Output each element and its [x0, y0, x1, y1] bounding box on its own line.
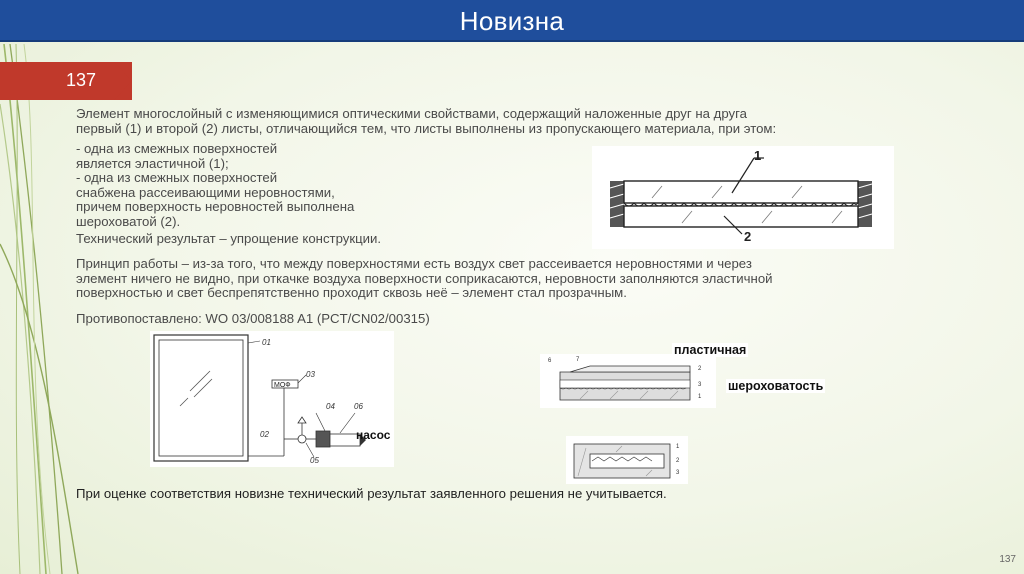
- principle-line: элемент ничего не видно, при откачке воздуха поверхности соприкасаются, неровности заполняются эластичной: [76, 270, 773, 286]
- feature-line: - одна из смежных поверхностей: [76, 141, 278, 156]
- principle-line: Принцип работы – из-за того, что между поверхностями есть воздух свет рассеивается неровностями и через: [76, 256, 752, 271]
- fig2-label: 01: [262, 338, 271, 347]
- decorative-strokes: [0, 44, 80, 574]
- slide-header: [0, 0, 1024, 42]
- feature-line: снабжена рассеивающими неровностями,: [76, 184, 335, 200]
- figure-cross-section-1: [540, 354, 716, 408]
- opposed-text: Противопоставлено: WO 03/008188 A1 (PCT/CN02/00315): [76, 311, 430, 326]
- fig3-label: 1: [698, 394, 702, 400]
- fig2-label: 02: [260, 430, 269, 439]
- feature-line: - одна из смежных поверхностей: [76, 170, 278, 186]
- fig3-label: 2: [698, 366, 702, 372]
- fig4-label: 2: [676, 458, 680, 464]
- slide-number-tag: [0, 62, 132, 100]
- label-plastic: пластичная: [674, 343, 747, 357]
- fig3-label: 6: [548, 358, 552, 364]
- feature-list: [76, 142, 456, 230]
- conclusion-text: При оценке соответствия новизне технический результат заявленного решения не учитывается.: [76, 486, 667, 501]
- feature-line: является эластичной (1);: [76, 155, 229, 171]
- claim-line: первый (1) и второй (2) листы, отличающийся тем, что листы выполнены из пропускающего материала, при этом:: [76, 120, 777, 136]
- fig2-valve-text: МОФ: [274, 382, 291, 389]
- fig1-label-2: 2: [744, 229, 752, 244]
- figure-cross-section-2: [566, 436, 688, 484]
- fig2-label: 05: [310, 456, 319, 465]
- fig1-label-1: 1: [754, 148, 762, 163]
- fig3-label: 3: [698, 382, 702, 388]
- fig4-label: 3: [676, 470, 680, 476]
- principle-text: [76, 257, 976, 301]
- page-number: 137: [999, 554, 1016, 565]
- fig2-label: 06: [354, 402, 363, 411]
- feature-line: шероховатой (2).: [76, 213, 181, 229]
- fig2-label: 04: [326, 402, 335, 411]
- fig4-label: 1: [676, 444, 680, 450]
- fig2-label: 03: [306, 370, 315, 379]
- slide-title: Новизна: [459, 6, 565, 36]
- claim-line: Элемент многослойный с изменяющимися оптическими свойствами, содержащий наложенные друг на друга: [76, 106, 747, 121]
- feature-line: причем поверхность неровностей выполнена: [76, 199, 355, 215]
- claim-text: [76, 107, 956, 136]
- slide-number: 137: [66, 70, 97, 90]
- figure-prior-art-pump: [150, 331, 394, 467]
- label-roughness: шероховатость: [728, 379, 824, 393]
- fig3-label: 7: [576, 357, 580, 363]
- principle-line: поверхностью и свет беспрепятственно проходит сквозь неё – элемент стал прозрачным.: [76, 285, 627, 301]
- pump-label: насос: [356, 428, 391, 442]
- tech-result: Технический результат – упрощение конструкции.: [76, 231, 382, 246]
- figure-layered-element: [592, 146, 894, 249]
